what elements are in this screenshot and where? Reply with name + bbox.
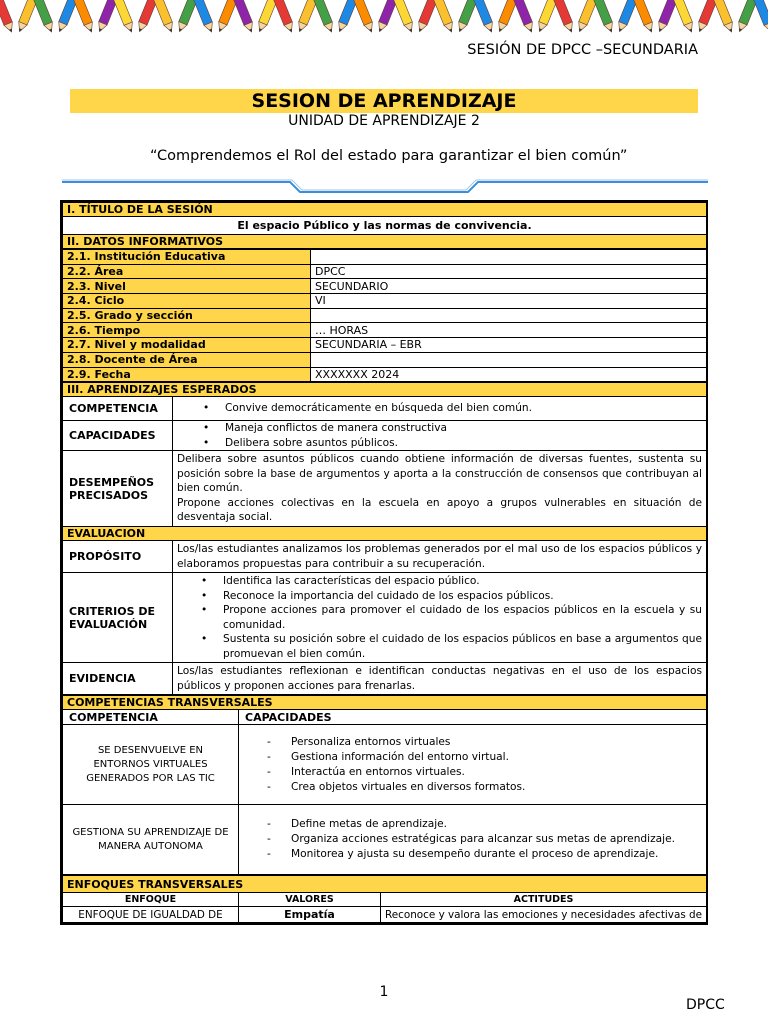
session-table [60,200,708,925]
info-value: DPCC [311,264,707,279]
info-label: 2.2. Área [63,264,311,279]
col-actitudes-header: ACTITUDES [381,893,707,907]
desempeno-text: Delibera sobre asuntos públicos cuando obtiene información de diversas fuentes, sustenta su posición sobre la base de argumentos y aporta a la construcción de consensos que contribuyan al bien común. [177,453,702,495]
section-enfoques-heading: ENFOQUES TRANSVERSALES [63,876,707,893]
session-title: El espacio Público y las normas de convivencia. [63,217,707,235]
evidencia-label: EVIDENCIA [63,663,173,695]
section-info-heading: II. DATOS INFORMATIVOS [63,235,707,249]
section-title-heading: I. TÍTULO DE LA SESIÓN [63,203,707,217]
unit-title: UNIDAD DE APRENDIZAJE 2 [288,113,480,129]
info-label: 2.4. Ciclo [63,294,311,309]
info-table [62,249,707,382]
footer-label: DPCC [686,997,725,1013]
info-row [63,250,707,265]
info-value [311,352,707,367]
transversal-competencia: GESTIONA SU APRENDIZAJE DE MANERA AUTONOMA [63,805,239,875]
page-title: SESION DE APRENDIZAJE [251,90,517,112]
competencia-item: • Convive democráticamente en búsqueda del bien común. [173,401,706,416]
col-valores-header: VALORES [239,893,381,907]
competencia-label: COMPETENCIA [63,397,173,421]
info-value: SECUNDARIA – EBR [311,338,707,353]
info-label: 2.6. Tiempo [63,323,311,338]
desempeno-text: Propone acciones colectivas en la escuela en apoyo a grupos vulnerables en situación de desventaja social. [177,496,702,524]
enfoque-name: ENFOQUE DE IGUALDAD DE [63,907,239,923]
info-row [63,294,707,309]
info-row [63,323,707,338]
criterio-item: • Reconoce la importancia del cuidado de los espacios públicos. [173,589,702,604]
section-evaluation-heading: EVALUACION [63,527,707,541]
info-label: 2.8. Docente de Área [63,352,311,367]
info-label: 2.9. Fecha [63,367,311,382]
col-capacidades-header: CAPACIDADES [239,710,707,725]
capacidades-label: CAPACIDADES [63,421,173,451]
transversal-capacidad: - Interactúa en entornos virtuales. [239,765,706,780]
capacidad-item: • Delibera sobre asuntos públicos. [173,436,706,451]
criterio-item: • Propone acciones para promover el cuidado de los espacios públicos en la escuela y su comunidad. [173,603,702,632]
info-value: XXXXXXX 2024 [311,367,707,382]
info-label: 2.5. Grado y sección [63,308,311,323]
decorative-divider [62,176,708,194]
transversal-capacidad: - Crea objetos virtuales en diversos formatos. [239,780,706,795]
criterio-item: • Identifica las características del espacio público. [173,574,702,589]
transversal-capacidad: - Gestiona información del entorno virtual. [239,750,706,765]
page-number: 1 [379,984,389,1000]
proposito-label: PROPÓSITO [63,541,173,573]
info-row [63,352,707,367]
info-value: SECUNDARIO [311,279,707,294]
info-value: VI [311,294,707,309]
proposito-text: Los/las estudiantes analizamos los problemas generados por el mal uso de los espacios públicos y elaboramos propuestas para contribuir a su recuperación. [173,541,707,573]
section-learning-heading: III. APRENDIZAJES ESPERADOS [63,383,707,397]
transversal-capacidad: - Monitorea y ajusta su desempeño durante el proceso de aprendizaje. [239,847,706,862]
info-label: 2.3. Nivel [63,279,311,294]
section-transversal-heading: COMPETENCIAS TRANSVERSALES [63,696,707,710]
desempenos-label: DESEMPEÑOS PRECISADOS [63,451,173,527]
info-label: 2.7. Nivel y modalidad [63,338,311,353]
transversal-capacidad: - Personaliza entornos virtuales [239,735,706,750]
header-course-label: SESIÓN DE DPCC –SECUNDARIA [467,42,698,58]
transversal-capacidad: - Define metas de aprendizaje. [239,817,706,832]
capacidad-item: • Maneja conflictos de manera constructiva [173,421,706,436]
transversal-capacidad: - Organiza acciones estratégicas para alcanzar sus metas de aprendizaje. [239,832,706,847]
info-value [311,308,707,323]
criterio-item: • Sustenta su posición sobre el cuidado de los espacios públicos en base a argumentos que promuevan el bien común. [173,632,702,661]
info-value: … HORAS [311,323,707,338]
info-row [63,308,707,323]
info-row [63,338,707,353]
pencil-border-decoration [0,0,768,34]
pencil-border-icon [0,0,768,34]
transversal-competencia: SE DESENVUELVE EN ENTORNOS VIRTUALES GENERADOS POR LAS TIC [63,725,239,805]
info-row [63,264,707,279]
info-row [63,279,707,294]
col-enfoque-header: ENFOQUE [63,893,239,907]
criterios-label: CRITERIOS DE EVALUACIÓN [63,573,173,663]
info-row [63,367,707,382]
info-label: 2.1. Institución Educativa [63,250,311,265]
info-value [311,250,707,265]
col-competencia-header: COMPETENCIA [63,710,239,725]
page-title-bar [70,89,698,113]
evidencia-text: Los/las estudiantes reflexionan e identifican conductas negativas en el uso de los espacios públicos y proponen acciones para frenarlas. [173,663,707,695]
unit-quote: “Comprendemos el Rol del estado para garantizar el bien común” [150,148,628,164]
enfoque-actitud: Reconoce y valora las emociones y necesidades afectivas de [381,907,707,923]
enfoque-valor: Empatía [239,907,381,923]
